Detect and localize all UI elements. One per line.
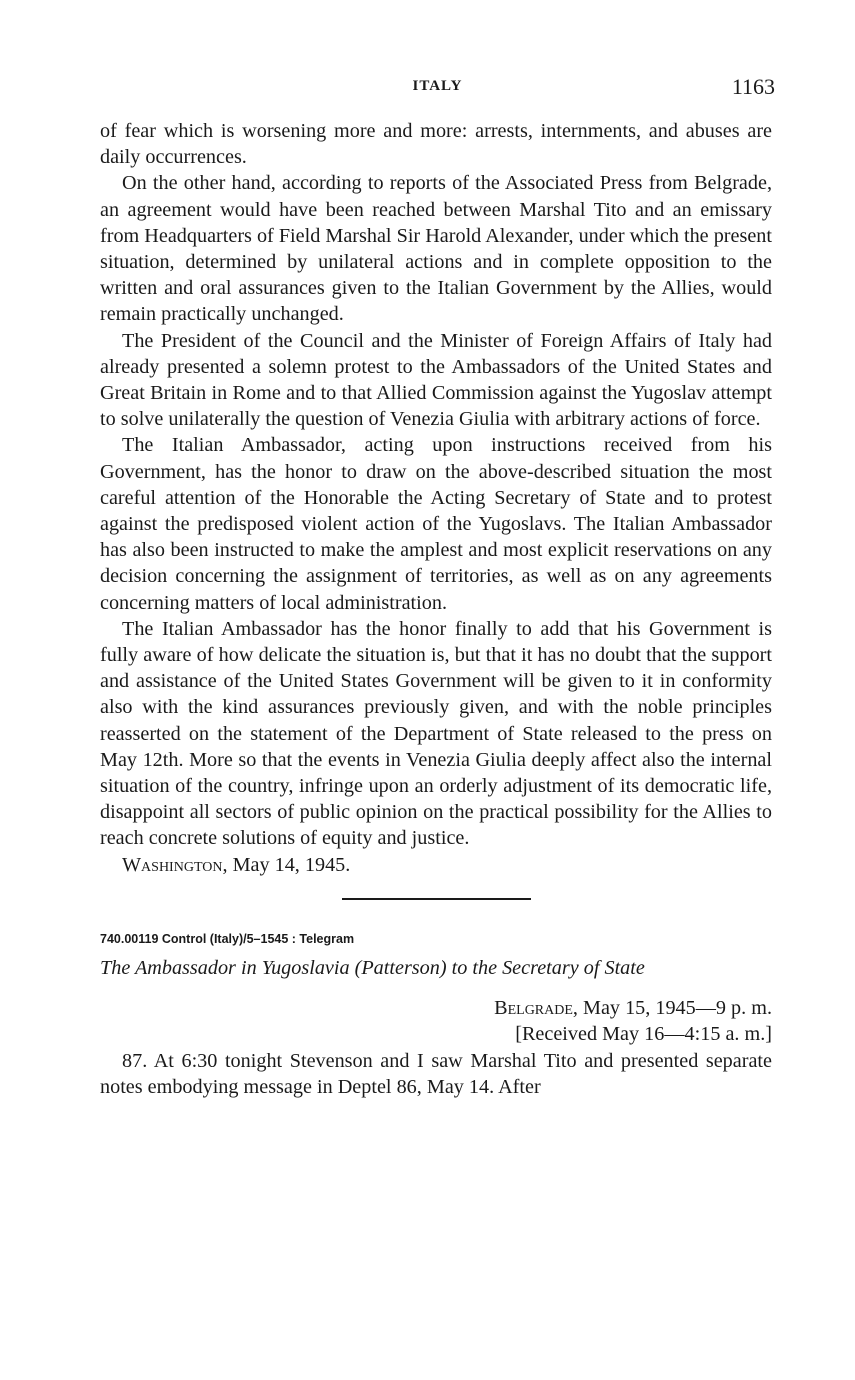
section-divider <box>342 898 531 900</box>
document-title: The Ambassador in Yugoslavia (Patterson) to the Secretary of State <box>100 956 645 979</box>
file-reference: 740.00119 Control (Italy)/5–1545 : Telegram <box>100 931 355 946</box>
dateline <box>100 995 772 1047</box>
telegram-paragraph: 87. At 6:30 tonight Stevenson and I saw Marshal Tito and presented separate notes embodying message in Deptel 86, May 14. After <box>100 1049 772 1098</box>
dateline-date: , May 15, 1945—9 p. m. <box>572 997 772 1020</box>
paragraph: The Italian Ambassador, acting upon instructions received from his Government, has the honor to draw on the above-described situation the most careful attention of the Honorable the Acting Secretary of State and to protest against the predisposed violent action of the Yugoslavs. The Italian Ambassador has also been instructed to make the amplest and most explicit reservations on any decision concerning the assignment of territories, as well as on any agreements concerning matters of local administration. <box>100 434 772 614</box>
paragraph: The Italian Ambassador has the honor finally to add that his Government is fully aware of how delicate the situation is, but that it has no doubt that the support and assistance of the United States Government will be given to it in conformity also with the kind assurances previously given, and with the noble principles reasserted on the statement of the Department of State released to the press on May 12th. More so that the events in Venezia Giulia deeply affect also the internal situation of the country, infringe upon an orderly adjustment of its democratic life, disappoint all sectors of public opinion on the practical possibility for the Allies to reach concrete solutions of equity and justice. <box>100 617 772 850</box>
dateline-place: Belgrade <box>494 997 573 1020</box>
running-head <box>100 74 775 100</box>
paragraph: On the other hand, according to reports of the Associated Press from Belgrade, an agreement would have been reached between Marshal Tito and an emissary from Headquarters of Field Marshal Sir Harold Alexander, under which the present situation, determined by unilateral actions and in complete opposition to the written and oral assurances given to the Italian Government by the Allies, would remain practically unchanged. <box>100 172 772 326</box>
body-text <box>100 118 772 1100</box>
page-number: 1163 <box>731 74 775 99</box>
signoff-date: , May 14, 1945. <box>222 853 351 876</box>
paragraph: The President of the Council and the Minister of Foreign Affairs of Italy had already presented a solemn protest to the Ambassadors of the United States and Great Britain in Rome and to that Allied Commission against the Yugoslav attempt to solve unilaterally the question of Venezia Giulia with arbitrary actions of force. <box>100 329 772 431</box>
dateline-received: [Received May 16—4:15 a. m.] <box>515 1023 772 1046</box>
signoff-place: Washington <box>122 853 223 876</box>
paragraph-continued: of fear which is worsening more and more: arrests, internments, and abuses are daily occurrences. <box>100 120 772 169</box>
dateline-sent <box>100 995 772 1021</box>
running-title: ITALY <box>412 78 463 94</box>
signoff <box>100 852 772 878</box>
